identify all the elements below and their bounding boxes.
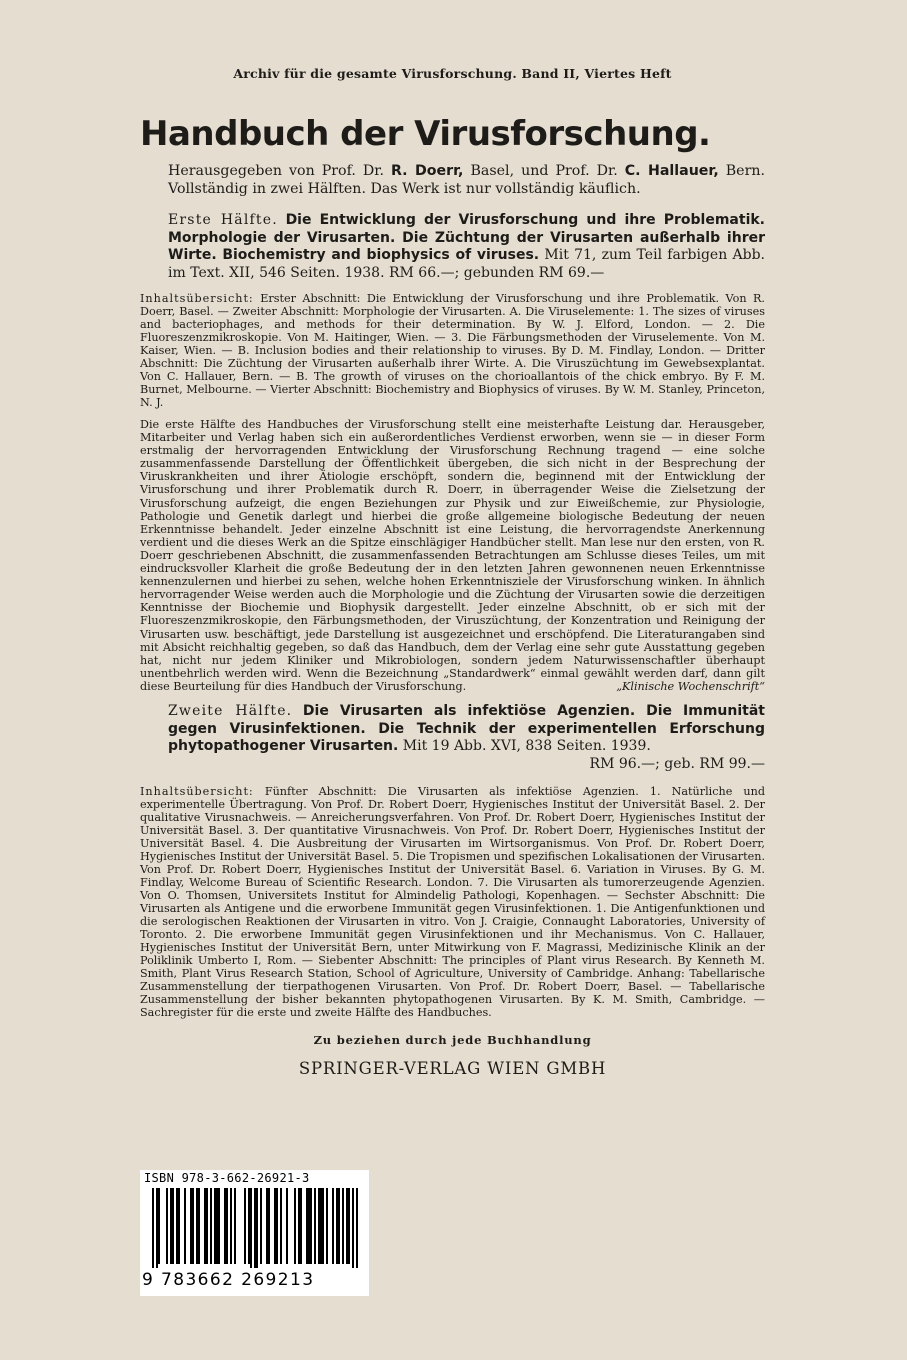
barcode-bar [184,1188,186,1264]
availability-note: Zu beziehen durch jede Buchhandlung [313,1033,592,1048]
barcode-bar [280,1188,282,1264]
first-half-block [168,212,765,282]
barcode-bar [230,1188,232,1264]
contents-second-label: Inhaltsübersicht: [140,785,254,799]
barcode-bar [158,1188,160,1264]
barcode-bar [226,1188,228,1264]
barcode-bar [342,1188,344,1264]
barcode-bar [356,1188,358,1268]
barcode-bar [294,1188,296,1264]
barcode-bar [276,1188,278,1264]
second-half-label: Zweite Hälfte. [168,703,293,720]
isbn-text: ISBN 978-3-662-26921-3 [144,1171,310,1185]
first-half-label: Erste Hälfte. [168,212,278,228]
barcode-bar [298,1188,300,1264]
barcode-bar [256,1188,258,1268]
editor-doerr: R. Doerr, [390,163,464,179]
editor-hallauer: C. Hallauer, [624,163,719,179]
barcode-bar [352,1188,354,1268]
back-cover [140,60,765,1078]
barcode-bar [348,1188,350,1264]
barcode-bar [198,1188,200,1264]
book-title: Handbuch der Virusforschung. [140,114,711,154]
barcode-bar [336,1188,338,1264]
barcode-bar [266,1188,268,1264]
barcode-bar [218,1188,220,1264]
barcode-bar [254,1188,256,1268]
ean-digits: 9 783662 269213 [142,1270,315,1290]
editors-pre: Herausgegeben von Prof. Dr. [168,163,391,179]
barcode-bar [166,1188,168,1264]
barcode-bar [260,1188,262,1264]
publisher-name: SPRINGER-VERLAG WIEN GMBH [298,1059,607,1079]
series-line: Archiv für die gesamte Virusforschung. Band II, Viertes Heft [233,66,672,81]
barcode-bar [178,1188,180,1264]
barcode-bar [248,1188,250,1264]
contents-second-half [140,785,765,1019]
barcode-bar [300,1188,302,1264]
barcode-bar [244,1188,246,1264]
barcode-icon [140,1188,369,1268]
barcode-bar [308,1188,310,1264]
second-half-details: Mit 19 Abb. XVI, 838 Seiten. 1939. [402,738,651,755]
barcode-bar [176,1188,178,1264]
review-text: Die erste Hälfte des Handbuches der Virusforschung stellt eine meisterhafte Leistung dar. Herausgeber, Mitarbeiter und Verlag haben sich ein außerordentliches Verdienst erworben, wenn sie — in dieser Form erstmalig der hervorragenden Entwicklung der Virusforschung Rechnung tragend — eine solche zusammenfassende Darstellung der Öffentlichkeit übergeben, die sich nicht in der Besprechung der Viruskrankheiten und ihrer Ätiologie erschöpft, sondern die, beginnend mit der Entwicklung der Virusforschung und ihrer Problematik durch R. Doerr, in überragender Weise die Zielsetzung der Virusforschung aufzeigt, die engen Beziehungen zur Physik und zur Eiweißchemie, zur Physiologie, Pathologie und Genetik darlegt und hierbei die große allgemeine biologische Bedeutung der neuen Erkenntnisse behandelt. Jeder einzelne Abschnitt ist eine Leistung, die hervorragendste Anerkennung verdient und die dieses Werk an die Spitze einschlägiger Handbücher stellt. Man lese nur den ersten, von R. Doerr geschriebenen Abschnitt, die zusammenfassenden Betrachtungen am Schlusse dieses Teiles, um mit eindrucksvoller Klarheit die große Bedeutung der in den letzten Jahren gewonnenen neuen Erkenntnisse kennenzulernen und hierbei zu sehen, welche hohen Erkenntnisziele der Virusforschung winken. In ähnlich hervorragender Weise werden auch die Morphologie und die Züchtung der Virusarten sowie die derzeitigen Kenntnisse der Biochemie und Biophysik dargestellt. Jeder einzelne Abschnitt, ob er sich mit der Fluoreszenzmikroskopie, den Färbungsmethoden, der Viruszüchtung, der Konzentration und Reinigung der Virusarten usw. beschäftigt, jede Darstellung ist ausgezeichnet und erschöpfend. Die Literaturangaben sind mit Absicht reichhaltig gegeben, so daß das Handbuch, dem der Verlag eine sehr gute Ausstattung gegeben hat, nicht nur jedem Kliniker und Mikrobiologen, sondern jedem Naturwissenschaftler überhaupt unentbehrlich werden wird. Wenn die Bezeichnung „Standardwerk“ einmal gewählt werden darf, dann gilt diese Beurteilung für dies Handbuch der Virusforschung. [140,418,765,693]
second-half-block [168,703,765,773]
barcode-bar [204,1188,206,1264]
second-half-title: Die Virusarten als infektiöse Agenzien. Die Immunität gegen Virusinfektionen. Die Technik der experimentellen Erforschung phytopathogener Virusarten. [168,703,765,755]
contents-second-text: Fünfter Abschnitt: Die Virusarten als infektiöse Agenzien. 1. Natürliche und experimentelle Übertragung. Von Prof. Dr. Robert Doerr, Hygienisches Institut der Universität Basel. 2. Der qualitative Virusnachweis. — Anreicherungsverfahren. Von Prof. Dr. Robert Doerr, Hygienisches Institut der Universität Basel. 3. Der quantitative Virusnachweis. Von Prof. Dr. Robert Doerr, Hygienisches Institut der Universität Basel. 4. Die Ausbreitung der Virusarten im Wirtsorganismus. Von Prof. Dr. Robert Doerr, Hygienisches Institut der Universität Basel. 5. Die Tropismen und spezifischen Lokalisationen der Virusarten. Von Prof. Dr. Robert Doerr, Hygienisches Institut der Universität Basel. 6. Variation in Viruses. By G. M. Findlay, Welcome Bureau of Scientific Research. London. 7. Die Virusarten als tumorerzeugende Agenzien. Von O. Thomsen, Universitets Institut for Almindelig Pathologi, Kopenhagen. — Sechster Abschnitt: Die Virusarten als Antigene und die erworbene Immunität gegen Virusinfektionen. 1. Die Antigenfunktionen und die serologischen Reaktionen der Virusarten in vitro. Von J. Craigie, Connaught Laboratories, University of Toronto. 2. Die erworbene Immunität gegen Virusinfektionen und ihr Mechanismus. Von C. Hallauer, Hygienisches Institut der Universität Bern, unter Mitwirkung von F. Magrassi, Medizinische Klinik an der Poliklinik Umberto I, Rom. — Siebenter Abschnitt: The principles of Plant virus Research. By Kenneth M. Smith, Plant Virus Research Station, School of Agriculture, University of Cambridge. Anhang: Tabellarische Zusammenstellung der tierpathogenen Virusarten. Von Prof. Dr. Robert Doerr, Basel. — Tabellarische Zusammenstellung der bisher bekannten phytopathogenen Virusarten. By K. M. Smith, Cambridge. — Sachregister für die erste und zweite Hälfte des Handbuches. [140,785,766,1020]
barcode-bar [318,1188,320,1264]
barcode-bar [214,1188,216,1264]
barcode-bar [332,1188,334,1264]
barcode-bar [306,1188,308,1264]
editors-line [168,162,765,198]
barcode-bar [172,1188,174,1264]
barcode-bar [314,1188,316,1264]
barcode-bar [286,1188,288,1264]
barcode-bar [210,1188,212,1264]
barcode-bar [196,1188,198,1264]
barcode-bar [338,1188,340,1264]
barcode-box [140,1170,369,1296]
review-paragraph [140,418,765,693]
second-half-price: RM 96.—; geb. RM 99.— [589,755,765,772]
barcode-bar [170,1188,172,1264]
contents-first-label: Inhaltsübersicht: [140,292,254,305]
barcode-bar [250,1188,252,1268]
barcode-bar [346,1188,348,1264]
barcode-bar [152,1188,154,1268]
review-source: „Klinische Wochenschrift“ [616,679,765,693]
contents-first-half [140,292,765,409]
barcode-bar [326,1188,328,1264]
contents-first-text: Erster Abschnitt: Die Entwicklung der Virusforschung und ihre Problematik. Von R. Doerr, Basel. — Zweiter Abschnitt: Morphologie der Virusarten. A. Die Viruselemente: 1. The sizes of viruses and bacteriophages, and methods for their determination. By W. J. Elford, London. — 2. Die Fluoreszenzmikroskopie. Von M. Haitinger, Wien. — 3. Die Färbungsmethoden der Viruselemente. Von M. Kaiser, Wien. — B. Inclusion bodies and their relationship to viruses. By D. M. Findlay, London. — Dritter Abschnitt: Die Züchtung der Virusarten außerhalb ihrer Wirte. A. Die Viruszüchtung im Gewebsexplantat. Von C. Hallauer, Bern. — B. The growth of viruses on the chorioallantois of the chick embryo. By F. M. Burnet, Melbourne. — Vierter Abschnitt: Biochemistry and Biophysics of viruses. By W. M. Stanley, Princeton, N. J. [140,292,765,409]
barcode-bar [216,1188,218,1264]
barcode-bar [322,1188,324,1264]
editors-post: Bern. Vollständig in zwei Hälften. Das Werk ist nur vollständig käuflich. [168,163,765,197]
first-half-details: Mit 71, zum Teil farbigen Abb. im Text. XII, 546 Seiten. 1938. RM 66.—; gebunden RM 69.— [168,247,765,281]
barcode-bar [310,1188,312,1264]
first-half-title: Die Entwicklung der Virusforschung und ihre Problematik. Morphologie der Virusarten. Die Züchtung der Virusarten außerhalb ihrer Wirte. Biochemistry and biophysics of viruses. [168,212,765,263]
barcode-bar [190,1188,192,1264]
barcode-bar [156,1188,158,1268]
barcode-bar [320,1188,322,1264]
barcode-bar [274,1188,276,1264]
barcode-bar [268,1188,270,1264]
barcode-bar [234,1188,236,1264]
editors-mid: Basel, und Prof. Dr. [463,163,625,179]
barcode-bar [206,1188,208,1264]
barcode-bar [192,1188,194,1264]
barcode-bar [224,1188,226,1264]
